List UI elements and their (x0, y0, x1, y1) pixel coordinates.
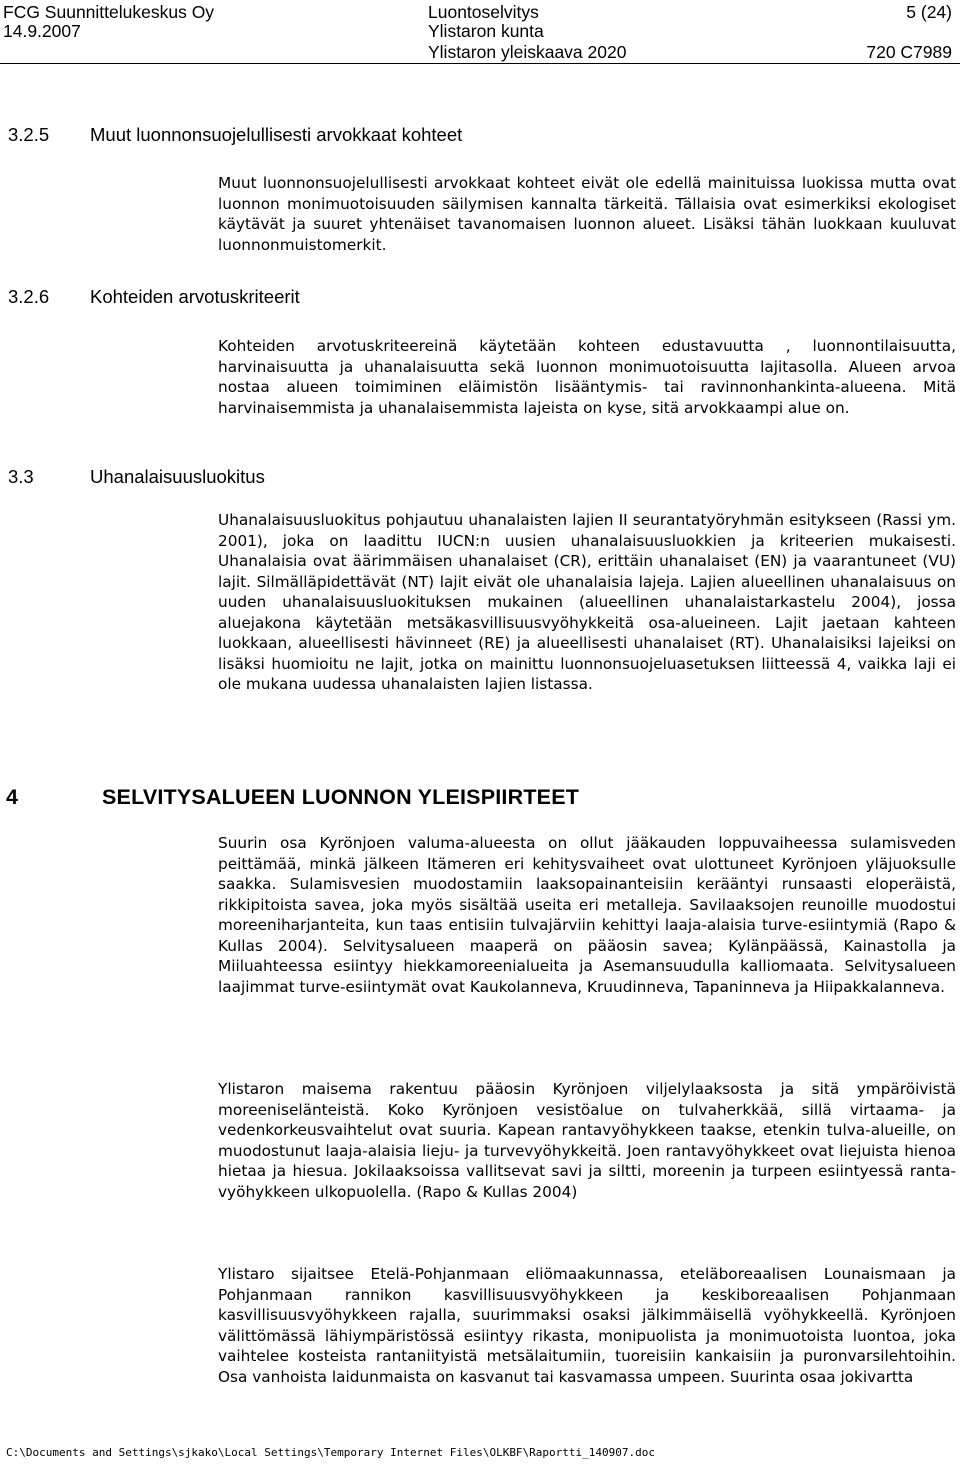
section-heading-3-2-5 (8, 123, 462, 147)
section-title: Uhanalaisuusluokitus (90, 466, 265, 487)
header-divider (0, 63, 960, 64)
header-doc-type: Luontoselvitys (428, 2, 539, 22)
paragraph-threat-classification: Uhanalaisuusluokitus pohjautuu uhanalaisten lajien II seurantatyöryhmän esitykseen (Rassi ym. 2001), joka on laadittu IUCN:n uusien uhanalaisuusluokkien ja kriteerien mukaisesti. Uhanalaisia ovat äärimmäisen uhanalaiset (CR), erittäin uhanalaiset (EN) ja vaarantuneet (VU) lajit. Silmälläpidettävät (NT) lajit eivät ole uhanalaisia lajeja. Lajien alueellinen uhanalaisuus on uuden uhanalaisuusluokituksen mukainen (alueellinen uhanalaistarkastelu 2004), jossa aluejakona käytetään metsäkasvillisuusvyöhykkeitä osa-alueineen. Lajit jaetaan kahteen luokkaan, alueellisesti hävinneet (RE) ja alueellisesti uhanalaiset (RT). Uhanalaisiksi lajeiksi on lisäksi huomioitu ne lajit, jotka on mainittu luonnonsuojeluasetuksen liitteessä 4, vaikka laji ei ole mukana uudessa uhanalaisten lajien listassa. (218, 511, 956, 693)
section-heading-3-2-6 (8, 285, 300, 309)
paragraph-other-valuable-sites: Muut luonnonsuojelullisesti arvokkaat kohteet eivät ole edellä mainituissa luokissa mutta ovat luonnon monimuotoisuuden säilymisen kannalta tärkeitä. Tällaisia ovat esimerkiksi ekologiset käytävät ja suuret yhtenäiset tavanomaisen luonnon alueet. Lisäksi tähän luokkaan kuuluvat luonnonmuistomerkit. (218, 174, 956, 254)
footer-file-path: C:\Documents and Settings\sjkako\Local Settings\Temporary Internet Files\OLKBF\Raportti_140907.doc (6, 1446, 656, 1459)
header-date: 14.9.2007 (3, 21, 81, 41)
paragraph-vegetation-zone: Ylistaro sijaitsee Etelä-Pohjanmaan eliömaakunnassa, eteläboreaalisen Lounaismaan ja Pohjanmaan rannikon kasvillisuusvyöhykkeen ja keskiboreaalisen Pohjanmaan kasvillisuusvyöhykkeen rajalla, suurimmaksi osaksi jälkimmäisellä vyöhykkeellä. Kyrönjoen välittömässä lähiympäristössä esiintyy rikasta, monipuolista ja monimuotoista luontoa, joka vaihtelee kosteista rantaniityistä metsälaitumiin, tuoreisiin kankaisiin ja puronvarsilehtoihin. Osa vanhoista laidunmaista on kasvanut tai kasvamassa umpeen. Suurinta osaa jokivartta (218, 1265, 956, 1386)
section-number: 3.3 (8, 466, 34, 487)
header-project-code: 720 C7989 (866, 42, 952, 62)
header-page-number: 5 (24) (906, 2, 952, 22)
section-number: 3.2.6 (8, 286, 50, 307)
section-title: Kohteiden arvotuskriteerit (90, 286, 300, 307)
paragraph-valuation-criteria: Kohteiden arvotuskriteereinä käytetään kohteen edustavuutta , luonnontilaisuutta, harvinaisuutta ja uhanalaisuutta sekä luonnon monimuotoisuutta lajitasolla. Alueen arvoa nostaa alueen toimiminen eläimistön lisääntymis- tai ravinnonhankinta-alueena. Mitä harvinaisemmista ja uhanalaisemmista lajeista on kyse, sitä arvokkaampi alue on. (218, 337, 956, 417)
page-header (0, 2, 960, 62)
chapter-title: SELVITYSALUEEN LUONNON YLEISPIIRTEET (102, 785, 580, 809)
section-heading-3-3 (8, 465, 265, 489)
chapter-heading-4 (6, 783, 579, 811)
header-municipality: Ylistaron kunta (428, 21, 544, 41)
header-plan: Ylistaron yleiskaava 2020 (428, 42, 627, 62)
chapter-number: 4 (6, 785, 19, 809)
paragraph-soil-geology: Suurin osa Kyrönjoen valuma-alueesta on ollut jääkauden loppuvaiheessa sulamisveden peittämää, minkä jälkeen Itämeren eri kehitysvaiheet ovat ulottuneet Kyrönjoen yläjuoksulle saakka. Sulamisvesien muodostamiin laaksopainanteisiin kerääntyi runsaasti eloperäistä, rikkipitoista savea, joka myös sisältää useita eri metalleja. Savilaaksojen reunoille muodostui moreeniharjanteita, kun taas entisiin tulvajärviin kehittyi laaja-alaisia turve-esiintymiä (Rapo & Kullas 2004). Selvitysalueen maaperä on pääosin savea; Kylänpäässä, Kainastolla ja Miiluahteessa esiintyy hiekkamoreenialueita ja Asemansuudulla kalliomaata. Selvitysalueen laajimmat turve-esiintymät ovat Kaukolanneva, Kruudinneva, Tapaninneva ja Hiipakkalanneva. (218, 834, 956, 996)
section-number: 3.2.5 (8, 124, 50, 145)
section-title: Muut luonnonsuojelullisesti arvokkaat kohteet (90, 124, 463, 145)
header-company: FCG Suunnittelukeskus Oy (3, 2, 215, 22)
paragraph-landscape: Ylistaron maisema rakentuu pääosin Kyrönjoen viljelylaaksosta ja sitä ympäröivistä moreeniselänteistä. Koko Kyrönjoen vesistöalue on tulvaherkkää, sillä virtaama- ja vedenkorkeusvaihtelut ovat suuria. Kapean rantavyöhykkeen taakse, etenkin tulva-alueille, on muodostunut laaja-alaisia lieju- ja turvevyöhykkeitä. Joen rantavyöhykkeet ovat liejuista hienoa hietaa ja hiesua. Jokilaaksoissa vallitsevat savi ja siltti, moreenin ja turpeen esiintyessä rantavyöhykkeen ulkopuolella. (Rapo & Kullas 2004) (218, 1080, 956, 1201)
